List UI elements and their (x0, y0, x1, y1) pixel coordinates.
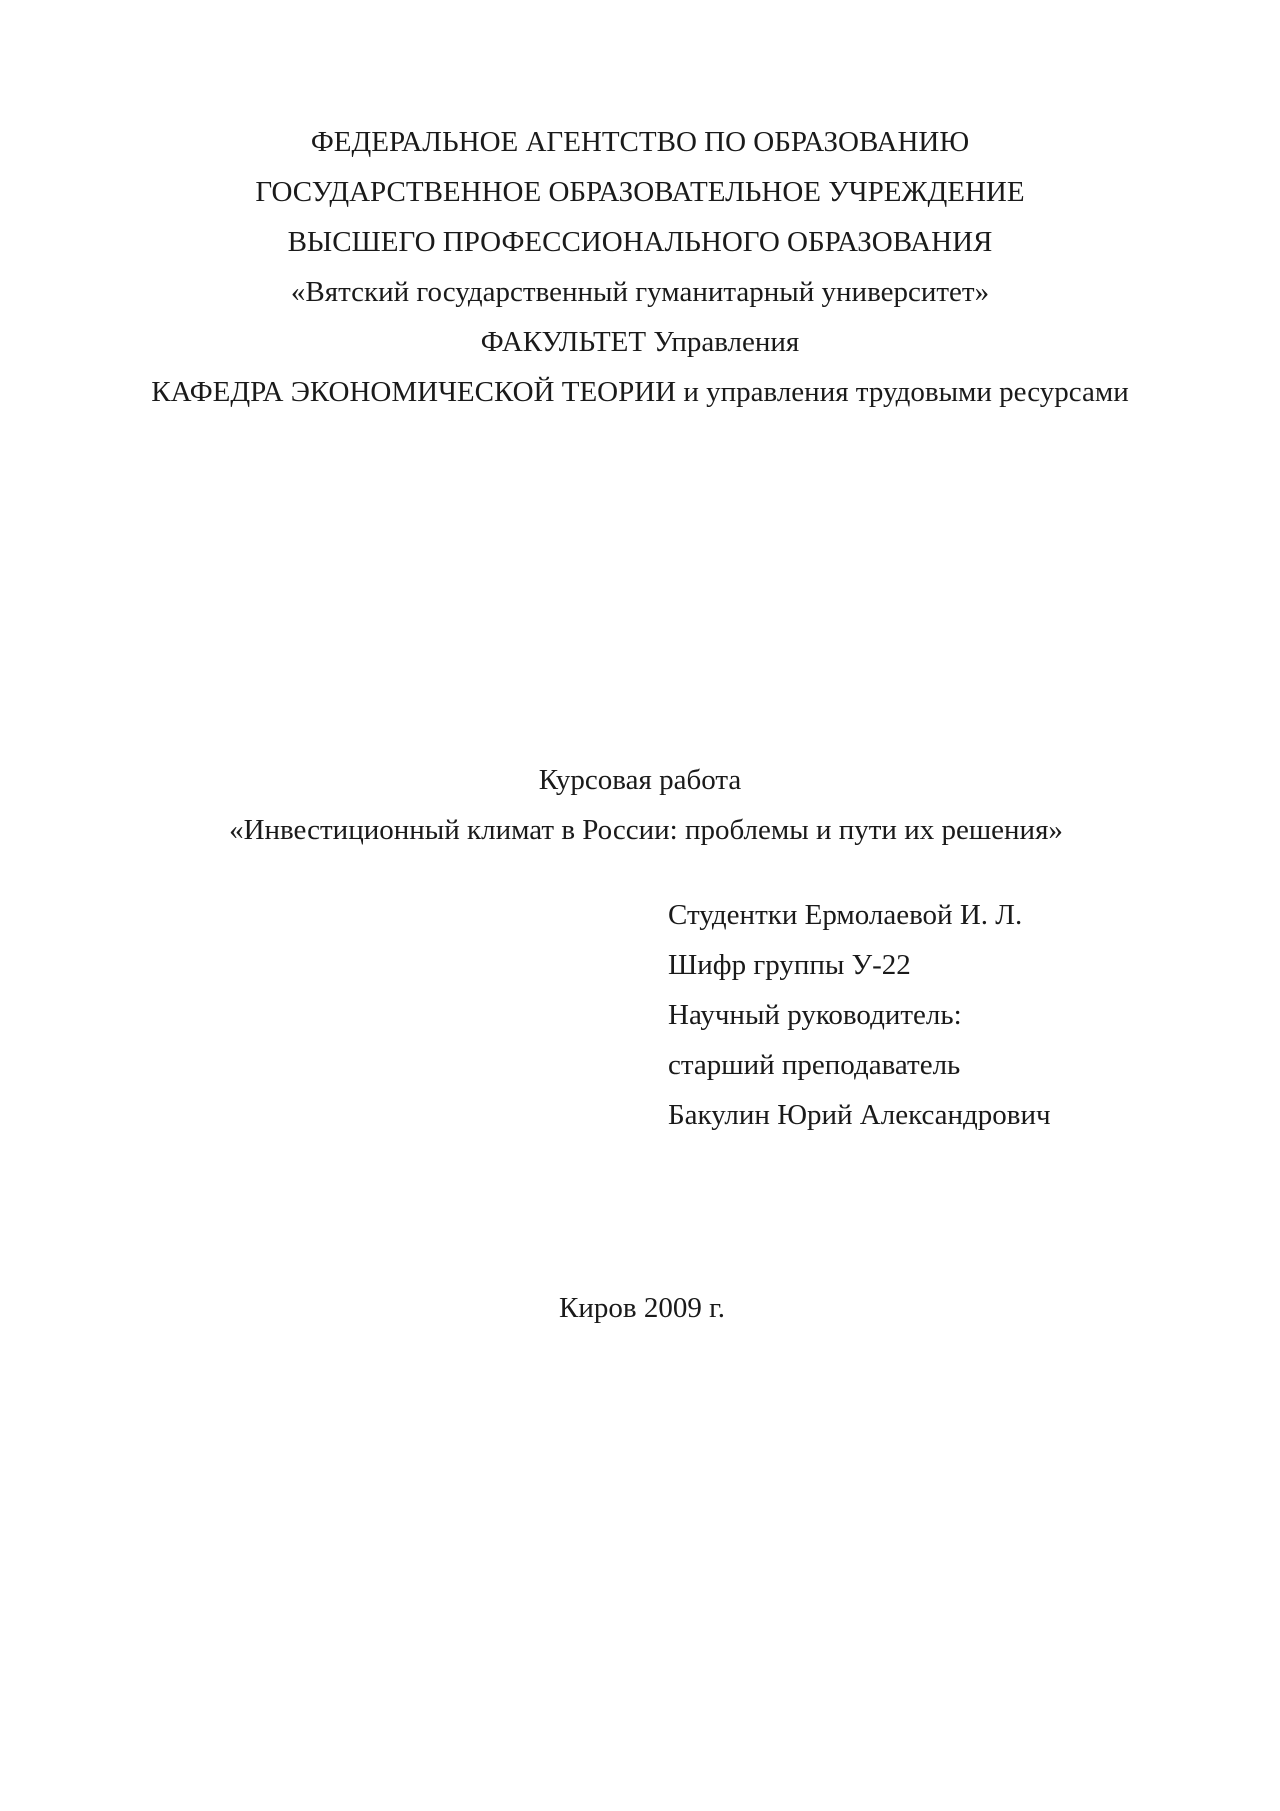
city-year: Киров 2009 г. (559, 1292, 725, 1324)
institution-header (0, 117, 1280, 417)
university-name: «Вятский государственный гуманитарный университет» (290, 276, 990, 308)
work-title-block (0, 755, 1280, 855)
agency-line: ФЕДЕРАЛЬНОЕ АГЕНТСТВО ПО ОБРАЗОВАНИЮ (310, 126, 970, 158)
student-name: Студентки Ермолаевой И. Л. (668, 899, 1023, 931)
supervisor-title: старший преподаватель (668, 1049, 961, 1081)
supervisor-label: Научный руководитель: (668, 999, 962, 1031)
supervisor-name: Бакулин Юрий Александрович (668, 1099, 1051, 1131)
institution-type-line: ГОСУДАРСТВЕННОЕ ОБРАЗОВАТЕЛЬНОЕ УЧРЕЖДЕНИЕ (255, 176, 1025, 208)
education-level-line: ВЫСШЕГО ПРОФЕССИОНАЛЬНОГО ОБРАЗОВАНИЯ (287, 226, 993, 258)
work-topic: «Инвестиционный климат в России: проблемы и пути их решения» (229, 814, 1063, 846)
work-type: Курсовая работа (538, 764, 742, 796)
author-block (668, 890, 1051, 1140)
group-code: Шифр группы У-22 (668, 949, 911, 981)
city-year-block (0, 1283, 1280, 1333)
department-name: КАФЕДРА ЭКОНОМИЧЕСКОЙ ТЕОРИИ и управления трудовыми ресурсами (151, 376, 1129, 408)
faculty-name: ФАКУЛЬТЕТ Управления (480, 326, 800, 358)
